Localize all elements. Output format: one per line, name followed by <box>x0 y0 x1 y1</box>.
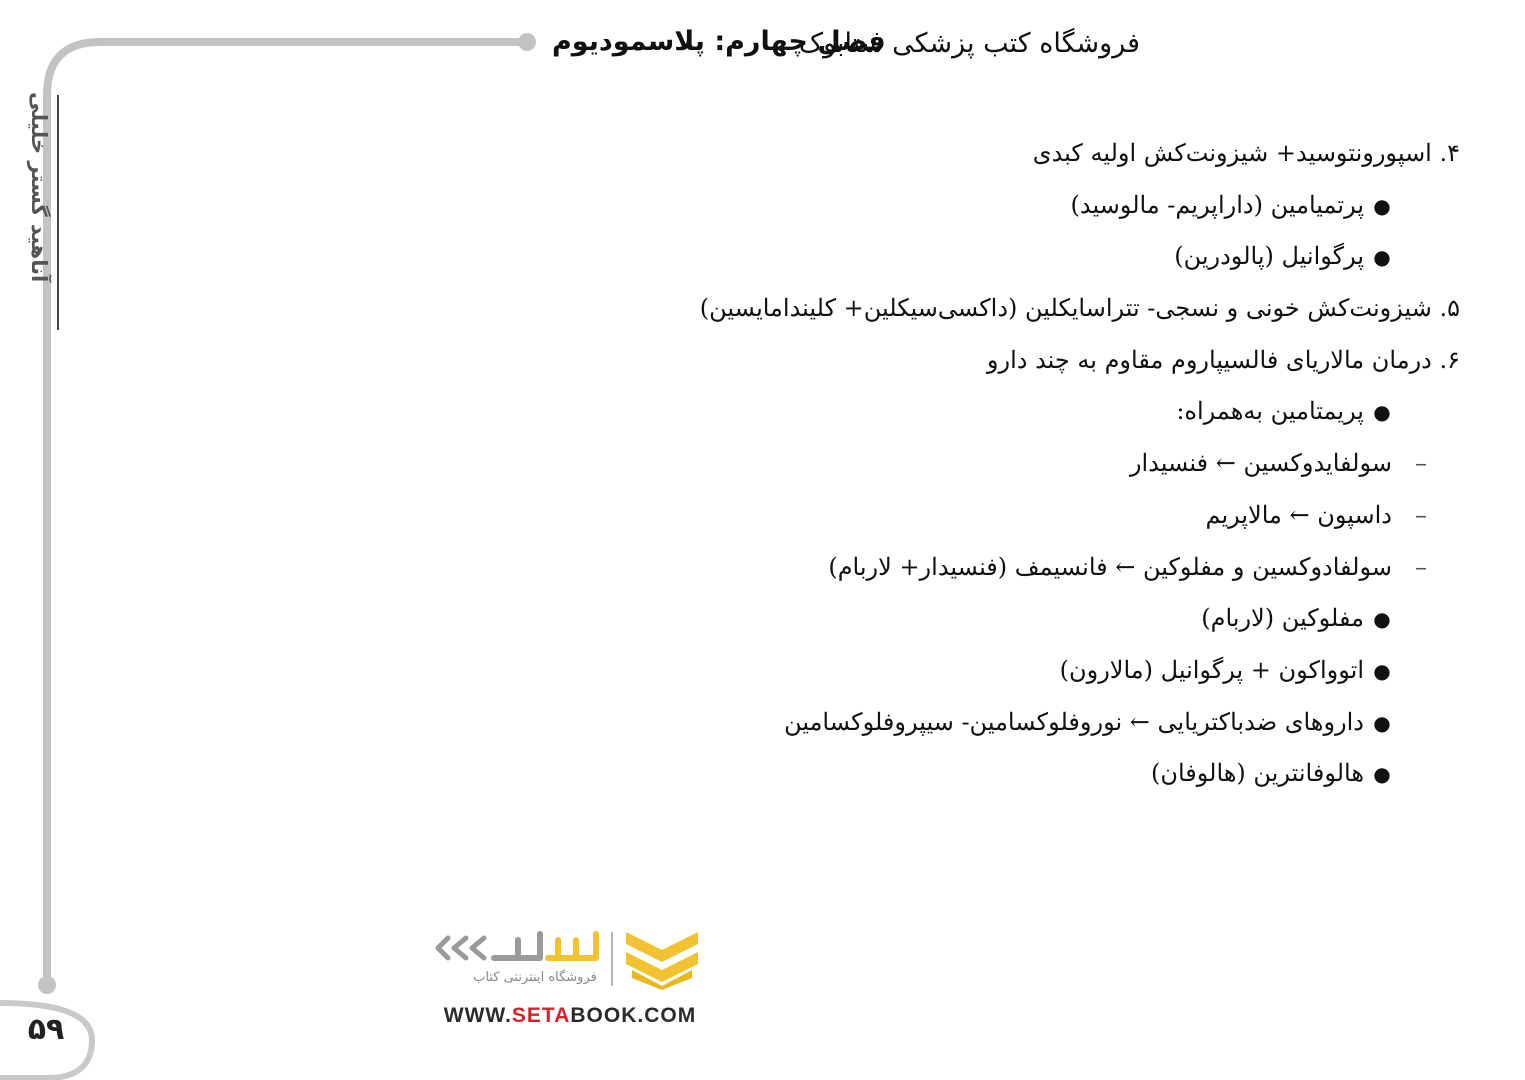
numbered-item <box>580 128 1460 180</box>
dash-subitem <box>580 542 1460 594</box>
bullet-icon: ● <box>1373 400 1391 425</box>
line-text: اتوواکون + پرگوانیل (مالارون) <box>1059 655 1364 684</box>
line-text: پریمتامین به‌همراه: <box>1176 397 1364 426</box>
line-text: داسپون ← مالاپریم <box>1205 500 1392 529</box>
url-suffix: BOOK.COM <box>570 1004 697 1027</box>
bullet-item <box>580 386 1460 438</box>
bullet-icon: ● <box>1373 607 1391 632</box>
setabook-logo <box>430 920 710 1040</box>
line-text: ۴. اسپورونتوسید+ شیزونت‌کش اولیه کبدی <box>1032 139 1460 167</box>
line-text: سولفادوکسین و مفلوکین ← فانسیمف (فنسیدار+ لاربام) <box>828 552 1392 581</box>
dash-icon: – <box>1415 449 1427 478</box>
bullet-icon: ● <box>1373 658 1391 683</box>
bullet-item <box>580 180 1460 232</box>
page-number: ۵۹ <box>27 1012 65 1047</box>
line-text: داروهای ضدباکتریایی ← نوروفلوکسامین- سیپروفلوکسامین <box>784 707 1364 736</box>
line-text: هالوفانترین (هالوفان) <box>1150 759 1364 788</box>
book-chevron-icon <box>626 932 698 990</box>
line-text: پرگوانیل (پالودرین) <box>1174 242 1364 271</box>
dash-subitem <box>580 490 1460 542</box>
logo-tagline: فروشگاه اینترنتی کتاب <box>473 970 597 985</box>
chapter-title: فصل چهارم: پلاسمودیوم <box>552 26 886 57</box>
bullet-item <box>580 645 1460 697</box>
bullet-item <box>580 593 1460 645</box>
logo-url <box>430 1004 710 1028</box>
line-text: مفلوکین (لاربام) <box>1201 604 1364 633</box>
dash-icon: – <box>1415 552 1427 581</box>
bullet-item <box>580 231 1460 283</box>
bullet-icon: ● <box>1373 193 1391 218</box>
page-header <box>540 22 1140 72</box>
bullet-item <box>580 748 1460 800</box>
url-prefix: WWW. <box>443 1004 512 1027</box>
main-content <box>580 128 1460 800</box>
author-side-label: آناهید گستر خلیلی <box>27 92 51 283</box>
numbered-item <box>580 283 1460 335</box>
bullet-icon: ● <box>1373 245 1391 270</box>
bullet-item <box>580 697 1460 749</box>
logo-mark <box>430 920 710 1000</box>
dash-icon: – <box>1415 500 1427 529</box>
line-text: ۵. شیزونت‌کش خونی و نسجی- تتراسایکلین (داکسی‌سیکلین+ کلیندامایسین) <box>699 294 1460 323</box>
book-title: فروشگاه کتب پزشکی ستابوک <box>798 28 1140 59</box>
line-text: ۶. درمان مالاریای فالسیپاروم مقاوم به چند دارو <box>986 345 1460 374</box>
bullet-icon: ● <box>1373 710 1391 735</box>
line-text: سولفایدوکسین ← فنسیدار <box>1129 449 1392 478</box>
line-text: پرتمیامین (داراپریم- مالوسید) <box>1070 190 1364 219</box>
bullet-icon: ● <box>1373 762 1391 787</box>
dash-subitem <box>580 438 1460 490</box>
numbered-item <box>580 335 1460 387</box>
url-accent: SETA <box>511 1004 571 1027</box>
